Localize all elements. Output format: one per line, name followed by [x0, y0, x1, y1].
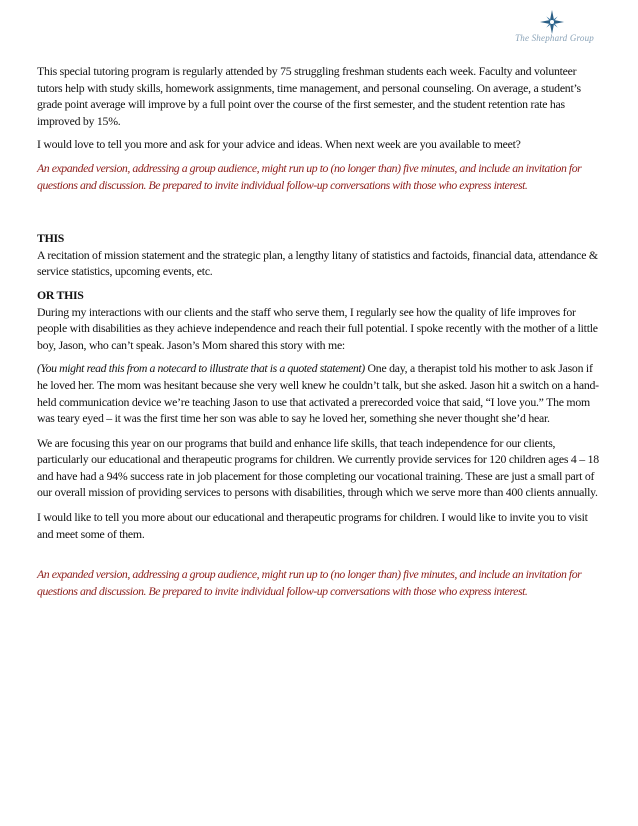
paragraph-expanded-note-1: An expanded version, addressing a group audience, might run up to (no longer than) five minutes, and include an invitation for questions and discussion. Be prepared to invite individual follow-up conversations with those who express interest.	[37, 160, 582, 192]
logo-text: The Shephard Group	[515, 33, 594, 43]
company-logo	[498, 10, 594, 43]
paragraph-story	[37, 360, 602, 426]
heading-or-this: OR THIS	[37, 287, 84, 302]
paragraph-meeting-request: I would love to tell you more and ask for your advice and ideas. When next week are you available to meet?	[37, 137, 521, 152]
paragraph-this: A recitation of mission statement and the strategic plan, a lengthy litany of statistics and factoids, financial data, attendance & service statistics, upcoming events, etc.	[37, 247, 598, 279]
paragraph-invite: I would like to tell you more about our educational and therapeutic programs for children. I would like to invite you to visit and meet some of them.	[37, 510, 588, 541]
notecard-note: (You might read this from a notecard to illustrate that is a quoted statement)	[37, 361, 365, 376]
document-body	[37, 63, 602, 599]
paragraph-focus: We are focusing this year on our programs that build and enhance life skills, that teach independence for our clients, particularly our educational and therapeutic programs for children. We currently provide services for 120 children ages 4 – 18 and have had a 94% success rate in job placement for those completing our vocational training. These are just a small part of our overall mission of providing services to persons with disabilities, through which we serve more than 400 clients annually.	[37, 435, 599, 500]
story-text: One day, a therapist told his mother to ask Jason if he loved her. The mom was hesitant because she very well knew he couldn’t talk, but she asked. Jason hit a switch on a hand-held communication device we’re teaching Jason to use that activated a prerecorded voice that said, “I love you.” The mom was teary eyed – it was the first time her son was able to say he loved her, something she never thought she’d hear.	[37, 361, 599, 426]
paragraph-expanded-note-2: An expanded version, addressing a group audience, might run up to (no longer than) five minutes, and include an invitation for questions and discussion. Be prepared to invite individual follow-up conversations with those who express interest.	[37, 567, 582, 598]
paragraph-tutoring-program: This special tutoring program is regularly attended by 75 struggling freshman students each week. Faculty and volunteer tutors help with study skills, homework assignments, time management, and personal counseling. On average, a student’s grade point average will improve by a full point over the course of the first semester, and the student retention rate has improved by 15%.	[37, 64, 581, 128]
heading-this: THIS	[37, 231, 64, 246]
paragraph-or-this: During my interactions with our clients and the staff who serve them, I regularly see how the quality of life improves for people with disabilities as they achieve independence and reach their full potential. I spoke recently with the mother of a little boy, Jason, who can’t speak. Jason’s Mom shared this story with me:	[37, 304, 598, 352]
compass-star-icon	[540, 10, 564, 34]
